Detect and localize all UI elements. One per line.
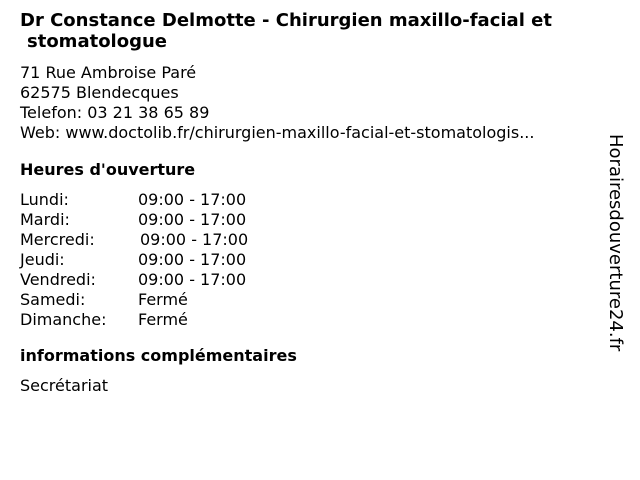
hours-time: 09:00 - 17:00 (138, 250, 247, 269)
contact-block (20, 63, 610, 143)
hours-time: 09:00 - 17:00 (138, 270, 247, 289)
hours-time: 09:00 - 17:00 (138, 210, 247, 229)
hours-time: Fermé (138, 290, 188, 309)
business-title-line2: stomatologue (27, 31, 168, 52)
additional-info-heading: informations complémentaires (20, 346, 297, 365)
address-city: 62575 Blendecques (20, 83, 179, 102)
hours-day: Samedi: (20, 290, 86, 309)
site-watermark: Horairesdouverture24.fr (605, 134, 626, 352)
business-title-line1: Dr Constance Delmotte - Chirurgien maxillo-facial et (20, 10, 552, 31)
hours-row-mercredi (20, 230, 610, 250)
hours-day: Lundi: (20, 190, 69, 209)
hours-time: 09:00 - 17:00 (138, 190, 247, 209)
hours-time: 09:00 - 17:00 (140, 230, 249, 249)
additional-info-text: Secrétariat (20, 376, 109, 395)
hours-day: Mardi: (20, 210, 70, 229)
business-title (20, 10, 610, 52)
hours-day: Mercredi: (20, 230, 95, 249)
website-line[interactable]: Web: www.doctolib.fr/chirurgien-maxillo-facial-et-stomatologis... (20, 123, 535, 142)
hours-day: Vendredi: (20, 270, 96, 289)
hours-day: Jeudi: (20, 250, 65, 269)
hours-row-vendredi (20, 270, 610, 290)
hours-day: Dimanche: (20, 310, 107, 329)
hours-row-mardi (20, 210, 610, 230)
hours-row-lundi (20, 190, 610, 210)
phone-line[interactable]: Telefon: 03 21 38 65 89 (20, 103, 210, 122)
hours-row-dimanche (20, 310, 610, 330)
opening-hours-list (20, 190, 610, 330)
hours-row-samedi (20, 290, 610, 310)
business-card (20, 10, 610, 396)
hours-row-jeudi (20, 250, 610, 270)
hours-time: Fermé (138, 310, 188, 329)
opening-hours-heading: Heures d'ouverture (20, 160, 196, 179)
address-street: 71 Rue Ambroise Paré (20, 63, 197, 82)
